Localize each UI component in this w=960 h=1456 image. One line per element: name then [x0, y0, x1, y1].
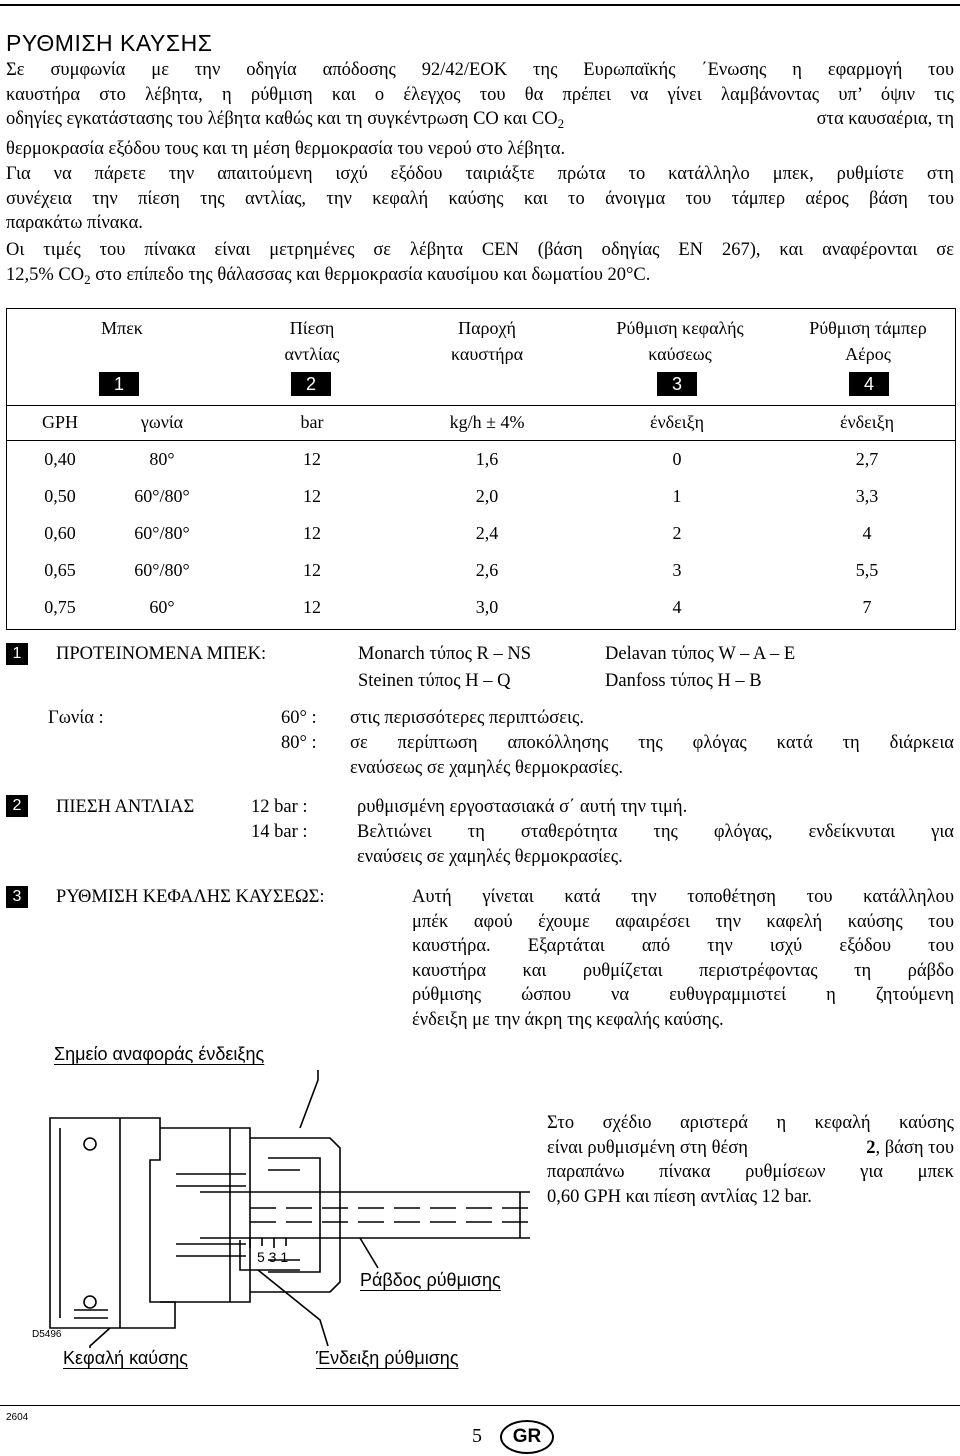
note-3-line: καυστήρα. Εξαρτάται από την ισχύ εξόδου του	[412, 936, 954, 956]
instructions-line-3: παρακάτω πίνακα.	[6, 213, 143, 233]
unit-angle: γωνία	[140, 412, 184, 432]
nozzle-delavan: Delavan τύπος W – A – E	[605, 644, 796, 664]
pressure-12-text: ρυθμισμένη εργοστασιακά σ΄ αυτή την τιμή.	[357, 797, 688, 817]
note-1-marker: 1	[6, 643, 28, 665]
conditions-line-2	[6, 263, 954, 293]
side-note-line-1: Στο σχέδιο αριστερά η κεφαλή καύσης	[547, 1113, 954, 1133]
nozzle-monarch: Monarch τύπος R – NS	[358, 644, 532, 664]
note-1-label: ΠΡΟΤΕΙΝΟΜΕΝΑ ΜΠΕΚ:	[56, 644, 267, 664]
conditions-line-1: Οι τιμές του πίνακα είναι μετρημένες σε λέβητα CEN (βάση οδηγίας EN 267), και αναφέρονται σε	[6, 240, 954, 260]
header-pump-number: 2	[291, 372, 331, 396]
cell-flow: 2,6	[475, 560, 499, 580]
note-3-line: ρύθμισης ώσπου να ευθυγραμμιστεί η ζητούμενη	[412, 985, 954, 1005]
note-2-label: ΠΙΕΣΗ ΑΝΤΛΙΑΣ	[56, 797, 195, 817]
header-pump-pressure	[232, 315, 392, 367]
header-pump-label-2: αντλίας	[284, 344, 340, 364]
unit-head-indication: ένδειξη	[649, 412, 705, 432]
angle-80-value: 80° :	[281, 733, 317, 753]
header-flow-rate	[407, 315, 567, 367]
cell-flow: 3,0	[475, 597, 499, 617]
note-3-marker: 3	[6, 886, 28, 908]
cell-angle: 60°/80°	[134, 560, 190, 580]
cell-gph: 0,50	[44, 486, 76, 506]
cell-angle: 60°/80°	[134, 523, 190, 543]
note-3-line: ένδειξη με την άκρη της κεφαλής καύσης.	[412, 1009, 724, 1030]
side-note-line-2	[547, 1136, 954, 1161]
cell-angle: 80°	[149, 449, 175, 469]
scale-marks: 5 3 1	[257, 1249, 289, 1265]
cell-bar: 12	[303, 449, 321, 469]
cell-bar: 12	[303, 560, 321, 580]
table-row	[7, 521, 955, 551]
intro-line-3b: στα καυσαέρια, τη	[816, 109, 954, 129]
note-2-marker: 2	[6, 795, 28, 817]
conditions-line-2a: 12,5% CO	[6, 264, 85, 285]
header-nozzle-label: Μπεκ	[101, 318, 143, 338]
side-note	[547, 1111, 954, 1209]
header-head-label-1: Ρύθμιση κεφαλής	[616, 318, 744, 338]
table-row	[7, 484, 955, 514]
intro-line-3	[6, 107, 954, 137]
unit-damper-indication: ένδειξη	[839, 412, 895, 432]
pressure-14-line-1: Βελτιώνει τη σταθερότητα της φλόγας, ενδείκνυται για	[357, 822, 954, 842]
side-note-line-2c: , βάση του	[875, 1137, 954, 1158]
cell-head: 2	[672, 523, 682, 543]
header-pump-label-1: Πίεση	[289, 318, 335, 338]
intro-line-1: Σε συμφωνία με την οδηγία απόδοσης 92/42/ΕΟΚ της Ευρωπαϊκής ΄Ενωσης η εφαρμογή του	[6, 60, 954, 80]
intro-line-3a: οδηγίες εγκατάστασης του λέβητα καθώς και τη συγκέντρωση CO και CO	[6, 109, 558, 129]
unit-bar: bar	[300, 412, 324, 432]
footer-code: 2604	[6, 1412, 29, 1423]
intro-line-2: καυστήρα στο λέβητα, η ρύθμιση και ο έλεγχος του θα πρέπει να γίνει λαμβάνοντας υπ’ όψιν τις	[6, 84, 954, 105]
cell-bar: 12	[303, 486, 321, 506]
cell-damper: 5,5	[855, 560, 879, 580]
co2-subscript: 2	[557, 116, 565, 131]
cell-head: 3	[672, 560, 682, 580]
side-note-line-2a: είναι ρυθμισμένη στη θέση	[547, 1137, 748, 1158]
side-note-line-3: παραπάνω πίνακα ρυθμίσεων για μπεκ	[547, 1162, 954, 1182]
angle-60-value: 60° :	[281, 708, 317, 728]
header-head-label-2: καύσεως	[648, 344, 712, 364]
burner-head-drawing	[0, 1070, 540, 1400]
nozzle-steinen: Steinen τύπος H – Q	[358, 671, 511, 691]
angle-80-line-1: σε περίπτωση αποκόλλησης της φλόγας κατά τη διάρκεια	[350, 733, 954, 753]
pressure-12-value: 12 bar :	[251, 797, 308, 817]
angle-60-text: στις περισσότερες περιπτώσεις.	[350, 708, 584, 728]
header-flow-label-2: καυστήρα	[450, 344, 524, 364]
angle-80-text	[350, 731, 954, 780]
header-head-setting	[585, 315, 775, 367]
header-damper-number: 4	[849, 372, 889, 396]
cell-bar: 12	[303, 523, 321, 543]
side-note-position: 2	[866, 1137, 876, 1158]
cell-gph: 0,60	[44, 523, 76, 543]
cell-flow: 2,4	[475, 523, 499, 543]
rod-label: Ράβδος ρύθμισης	[360, 1270, 501, 1290]
drawing-code: D5496	[32, 1329, 62, 1340]
language-badge: GR	[500, 1420, 554, 1454]
angle-80-line-2: εναύσεως σε χαμηλές θερμοκρασίες.	[350, 757, 623, 778]
conditions-line-2b: στο επίπεδο της θάλασσας και θερμοκρασία καυσίμου και δωματίου 20°C.	[90, 264, 651, 285]
top-rule	[0, 4, 960, 6]
instructions-line-1: Για να πάρετε την απαιτούμενη ισχύ εξόδου ταιριάξτε πρώτα το κατάλληλο μπεκ, ρυθμίστε στη	[6, 164, 954, 184]
side-note-line-4: 0,60 GPH και πίεση αντλίας 12 bar.	[547, 1186, 812, 1207]
cell-gph: 0,65	[44, 560, 76, 580]
intro-paragraph	[6, 58, 954, 161]
cell-head: 0	[672, 449, 682, 469]
cell-damper: 3,3	[855, 486, 879, 506]
footer-rule	[0, 1405, 960, 1406]
header-air-damper	[783, 315, 953, 367]
header-nozzle	[42, 315, 202, 341]
header-damper-label-2: Αέρος	[845, 344, 891, 364]
instructions-paragraph	[6, 162, 954, 236]
co2-subscript-2: 2	[84, 271, 91, 287]
cell-flow: 2,0	[475, 486, 499, 506]
note-3-line: καυστήρα και ρυθμίζεται περιστρέφοντας τη ράβδο	[412, 960, 954, 981]
header-nozzle-number: 1	[99, 372, 139, 396]
intro-line-4: θερμοκρασία εξόδου τους και τη μέση θερμοκρασία του νερού στο λέβητα.	[6, 138, 566, 159]
cell-angle: 60°/80°	[134, 486, 190, 506]
table-divider	[7, 405, 955, 406]
pressure-14-text	[357, 820, 954, 869]
cell-gph: 0,75	[44, 597, 76, 617]
settings-table	[6, 308, 956, 630]
cell-flow: 1,6	[475, 449, 499, 469]
unit-gph: GPH	[41, 412, 78, 432]
page-number: 5	[472, 1425, 482, 1447]
angle-label: Γωνία :	[48, 708, 104, 728]
pressure-14-value: 14 bar :	[251, 822, 308, 842]
pressure-14-line-2: εναύσεις σε χαμηλές θερμοκρασίες.	[357, 846, 623, 867]
reference-point-label: Σημείο αναφοράς ένδειξης	[54, 1044, 265, 1064]
table-row	[7, 595, 955, 625]
instructions-line-2: συνέχεια την πίεση της αντλίας, την κεφαλή καύσης και το άνοιγμα του τάμπερ αέρος βάση του	[6, 188, 954, 209]
conditions-paragraph	[6, 238, 954, 292]
cell-damper: 7	[862, 597, 872, 617]
setting-indicator-label: Ένδειξη ρύθμισης	[316, 1348, 459, 1368]
cell-gph: 0,40	[44, 449, 76, 469]
table-divider	[7, 440, 955, 441]
header-flow-label-1: Παροχή	[458, 318, 516, 338]
cell-head: 1	[672, 486, 682, 506]
table-row	[7, 558, 955, 588]
page-title: ΡΥΘΜΙΣΗ ΚΑΥΣΗΣ	[6, 30, 213, 56]
note-3-line: μπέκ αφού έχουμε αφαιρέσει την καφελή καύσης του	[412, 911, 954, 932]
table-row	[7, 447, 955, 477]
note-3-label: ΡΥΘΜΙΣΗ ΚΕΦΑΛΗΣ ΚΑΥΣΕΩΣ:	[56, 887, 325, 907]
burner-head-label: Κεφαλή καύσης	[63, 1348, 188, 1368]
note-3-text	[412, 885, 954, 1032]
header-damper-label-1: Ρύθμιση τάμπερ	[809, 318, 927, 338]
cell-damper: 4	[862, 523, 872, 543]
cell-bar: 12	[303, 597, 321, 617]
header-head-number: 3	[657, 372, 697, 396]
unit-kgh: kg/h ± 4%	[449, 412, 525, 432]
nozzle-danfoss: Danfoss τύπος H – B	[605, 671, 762, 691]
cell-angle: 60°	[149, 597, 175, 617]
cell-damper: 2,7	[855, 449, 879, 469]
note-3-line: Αυτή γίνεται κατά την τοποθέτηση του κατάλληλου	[412, 887, 954, 907]
cell-head: 4	[672, 597, 682, 617]
